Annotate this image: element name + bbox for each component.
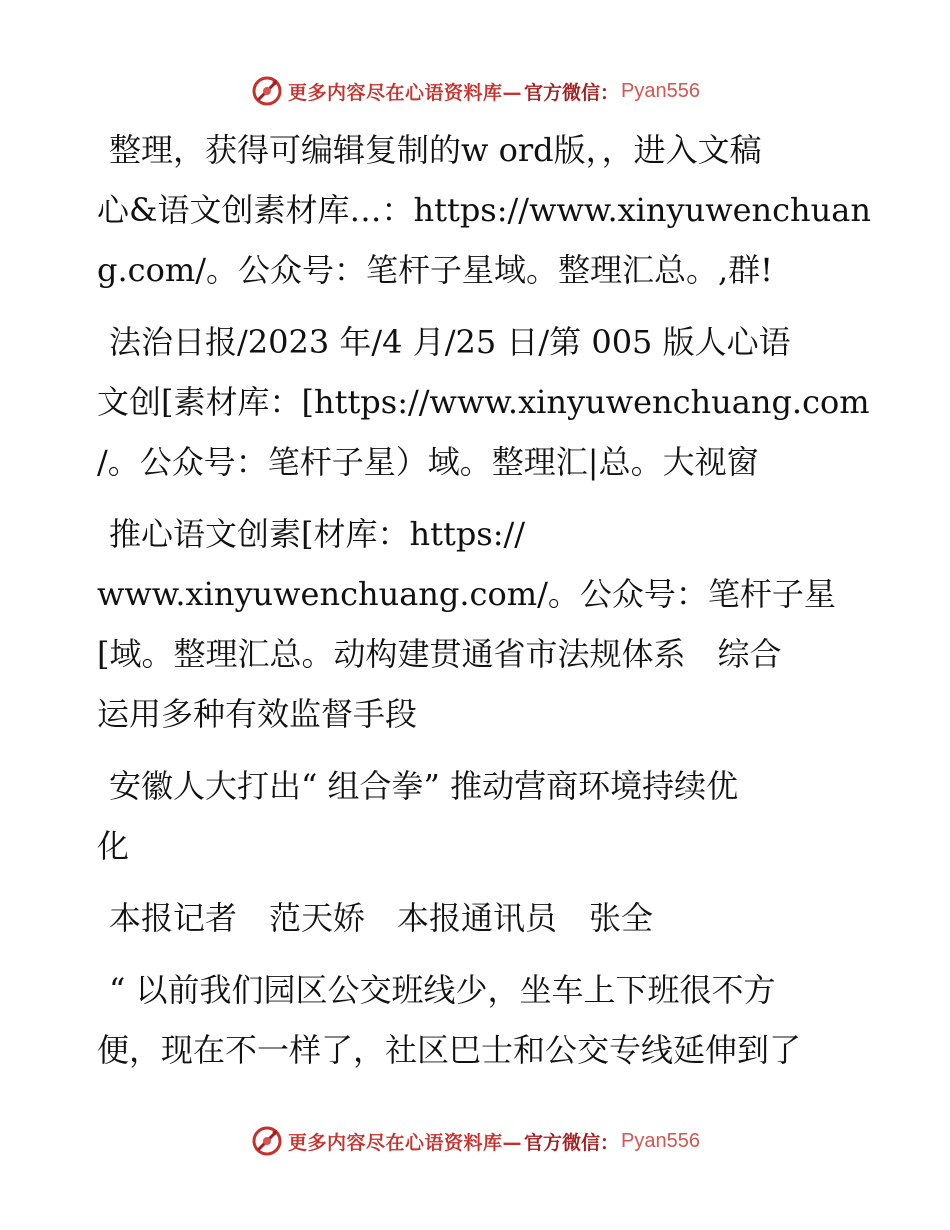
- paragraph-body: [97, 960, 857, 1080]
- logo-icon: [250, 74, 284, 108]
- paragraph-source: [97, 312, 870, 492]
- banner-wechat-label: 官方微信：: [524, 1131, 620, 1154]
- text-line: 安徽人大打出“ 组合拳” 推动营商环境持续优: [109, 767, 739, 805]
- banner-wechat-id: Pyan556: [621, 1129, 700, 1152]
- text-line: g.com/。公众号：笔杆子星域。整理汇总。,群!: [97, 251, 774, 289]
- byline: [97, 888, 857, 948]
- document-body: [97, 120, 871, 1092]
- article-headline: [97, 756, 857, 876]
- header-watermark-banner: [0, 71, 950, 111]
- footer-watermark-banner: [0, 1121, 950, 1161]
- banner-wechat-id: Pyan556: [621, 79, 700, 102]
- banner-text: 更多内容尽在心语资料库—: [288, 81, 523, 104]
- text-line: 法治日报/2023 年/4 月/25 日/第 005 版人心语: [109, 323, 791, 361]
- paragraph-subheadline: [97, 504, 857, 744]
- logo-icon: [250, 1124, 284, 1158]
- text-line: [域。整理汇总。动构建贯通省市法规体系 综合: [97, 635, 782, 673]
- banner-wechat-label: 官方微信：: [524, 81, 620, 104]
- text-line: 整理，获得可编辑复制的w ord版，，进入文稿: [109, 131, 762, 169]
- paragraph-intro: [97, 120, 871, 300]
- text-line: 运用多种有效监督手段: [97, 695, 418, 733]
- text-line: 心&语文创素材库…：https://www.xinyuwenchuan: [97, 191, 871, 229]
- text-line: “ 以前我们园区公交班线少，坐车上下班很不方: [109, 971, 776, 1009]
- text-line: 便，现在不一样了，社区巴士和公交专线延伸到了: [97, 1031, 802, 1069]
- text-line: 化: [97, 827, 130, 865]
- text-line: /。公众号：笔杆子星）域。整理汇|总。大视窗: [97, 443, 759, 481]
- text-line: 推心语文创素[材库：https://: [109, 515, 526, 553]
- text-line: 本报记者 范天娇 本报通讯员 张全: [109, 899, 654, 937]
- text-line: 文创[素材库：[https://www.xinyuwenchuang.com: [97, 383, 870, 421]
- banner-text: 更多内容尽在心语资料库—: [288, 1131, 523, 1154]
- text-line: www.xinyuwenchuang.com/。公众号：笔杆子星: [97, 575, 836, 613]
